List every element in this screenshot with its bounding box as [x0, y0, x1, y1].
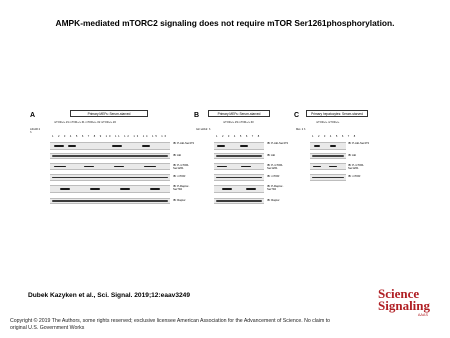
panel-c-condition: Primary hepatocytes: Serum-starved — [306, 110, 368, 117]
panel-b-blot-label-6: IB: Raptor — [267, 198, 280, 202]
panel-a-blot-5 — [50, 185, 170, 193]
panel-a-treatment: AICAR 2 h — [30, 128, 41, 134]
panel-b-blot-2 — [214, 153, 264, 159]
panel-a-blot-1 — [50, 142, 170, 150]
logo-line-1: Science — [378, 286, 420, 301]
panel-a-blot-label-3: IB: P-mTOR-Ser1261 — [173, 163, 190, 170]
logo-aaas: AAAS — [417, 313, 428, 317]
panel-c-lanes: 1 2 3 4 5 6 7 8 — [312, 135, 358, 138]
panel-c-blot-4 — [310, 174, 346, 181]
panel-b-lanes: 1 2 3 4 5 6 7 8 — [216, 135, 262, 138]
panel-a-condition: Primary MEFs: Serum-starved — [70, 110, 148, 117]
panel-a-blot-label-5: IB: P-Raptor-Ser792 — [173, 184, 190, 191]
panel-b-blot-4 — [214, 174, 264, 181]
panel-a-blot-6 — [50, 198, 170, 204]
panel-b-genotypes: mTOR+/+ #3 mTOR+/+ #3 — [223, 121, 254, 124]
panel-c-blot-label-4: IB: mTOR — [348, 174, 361, 178]
panel-a-lanes: 1 2 3 4 5 6 7 8 9 10 11 12 13 14 15 16 — [52, 135, 168, 138]
panel-a-blot-label-4: IB: mTOR — [173, 174, 186, 178]
panel-b-blot-label-4: IB: mTOR — [267, 174, 280, 178]
panel-c-blot-label-3: IB: P-mTOR-Ser1261 — [348, 163, 365, 170]
panel-a-blot-4 — [50, 174, 170, 181]
panel-a-blot-3 — [50, 163, 170, 170]
panel-b-blot-label-1: IB: P-Akt-Ser473 — [267, 141, 288, 145]
citation: Dubek Kazyken et al., Sci. Signal. 2019;12:eaav3249 — [28, 292, 191, 299]
panel-c-treatment: Met. 2 h — [296, 128, 306, 131]
panel-c-blot-label-2: IB: Akt — [348, 153, 357, 157]
panel-c-blot-3 — [310, 163, 346, 170]
panel-c-letter: C — [294, 112, 300, 119]
panel-b-treatment: Glc withdr. h — [196, 128, 211, 131]
panel-a-blot-label-1: IB: P-Akt-Ser473 — [173, 141, 194, 145]
figure-title: AMPK-mediated mTORC2 signaling does not require mTOR Ser1261phosphorylation. — [55, 18, 395, 28]
panel-b-blot-1 — [214, 142, 264, 150]
western-blot-figure — [28, 110, 368, 220]
panel-c-blot-2 — [310, 153, 346, 159]
logo-line-2: Signaling — [378, 298, 431, 313]
panel-a-blot-2 — [50, 153, 170, 159]
copyright-notice: Copyright © 2019 The Authors, some rights reserved; exclusive licensee American Association for the Advancement of Science. No claim to original U.S. Government Works — [10, 318, 331, 331]
panel-b-condition: Primary MEFs: Serum-starved — [208, 110, 270, 117]
science-signaling-logo — [378, 286, 431, 317]
panel-b-blot-label-2: IB: Akt — [267, 153, 276, 157]
panel-c-blot-1 — [310, 142, 346, 150]
panel-a-letter: A — [30, 112, 36, 119]
panel-b-blot-3 — [214, 163, 264, 170]
panel-b-blot-label-3: IB: P-mTOR-Ser1261 — [267, 163, 284, 170]
panel-a-blot-label-2: IB: Akt — [173, 153, 182, 157]
panel-a-blot-label-6: IB: Raptor — [173, 198, 186, 202]
panel-b-blot-5 — [214, 185, 264, 193]
panel-c-blot-label-1: IB: P-Akt-Ser473 — [348, 141, 369, 145]
panel-b-blot-label-5: IB: P-Raptor-Ser792 — [267, 184, 284, 191]
panel-c-genotypes: mTOR+/+ mTOR+/+ — [316, 121, 340, 124]
panel-a-genotypes: mTOR+/+ #1 mTOR+/+ #1 mTOR+/+ #2 mTOR+/+ #2 — [54, 121, 116, 124]
panel-b-letter: B — [194, 112, 200, 119]
panel-b-blot-6 — [214, 198, 264, 204]
